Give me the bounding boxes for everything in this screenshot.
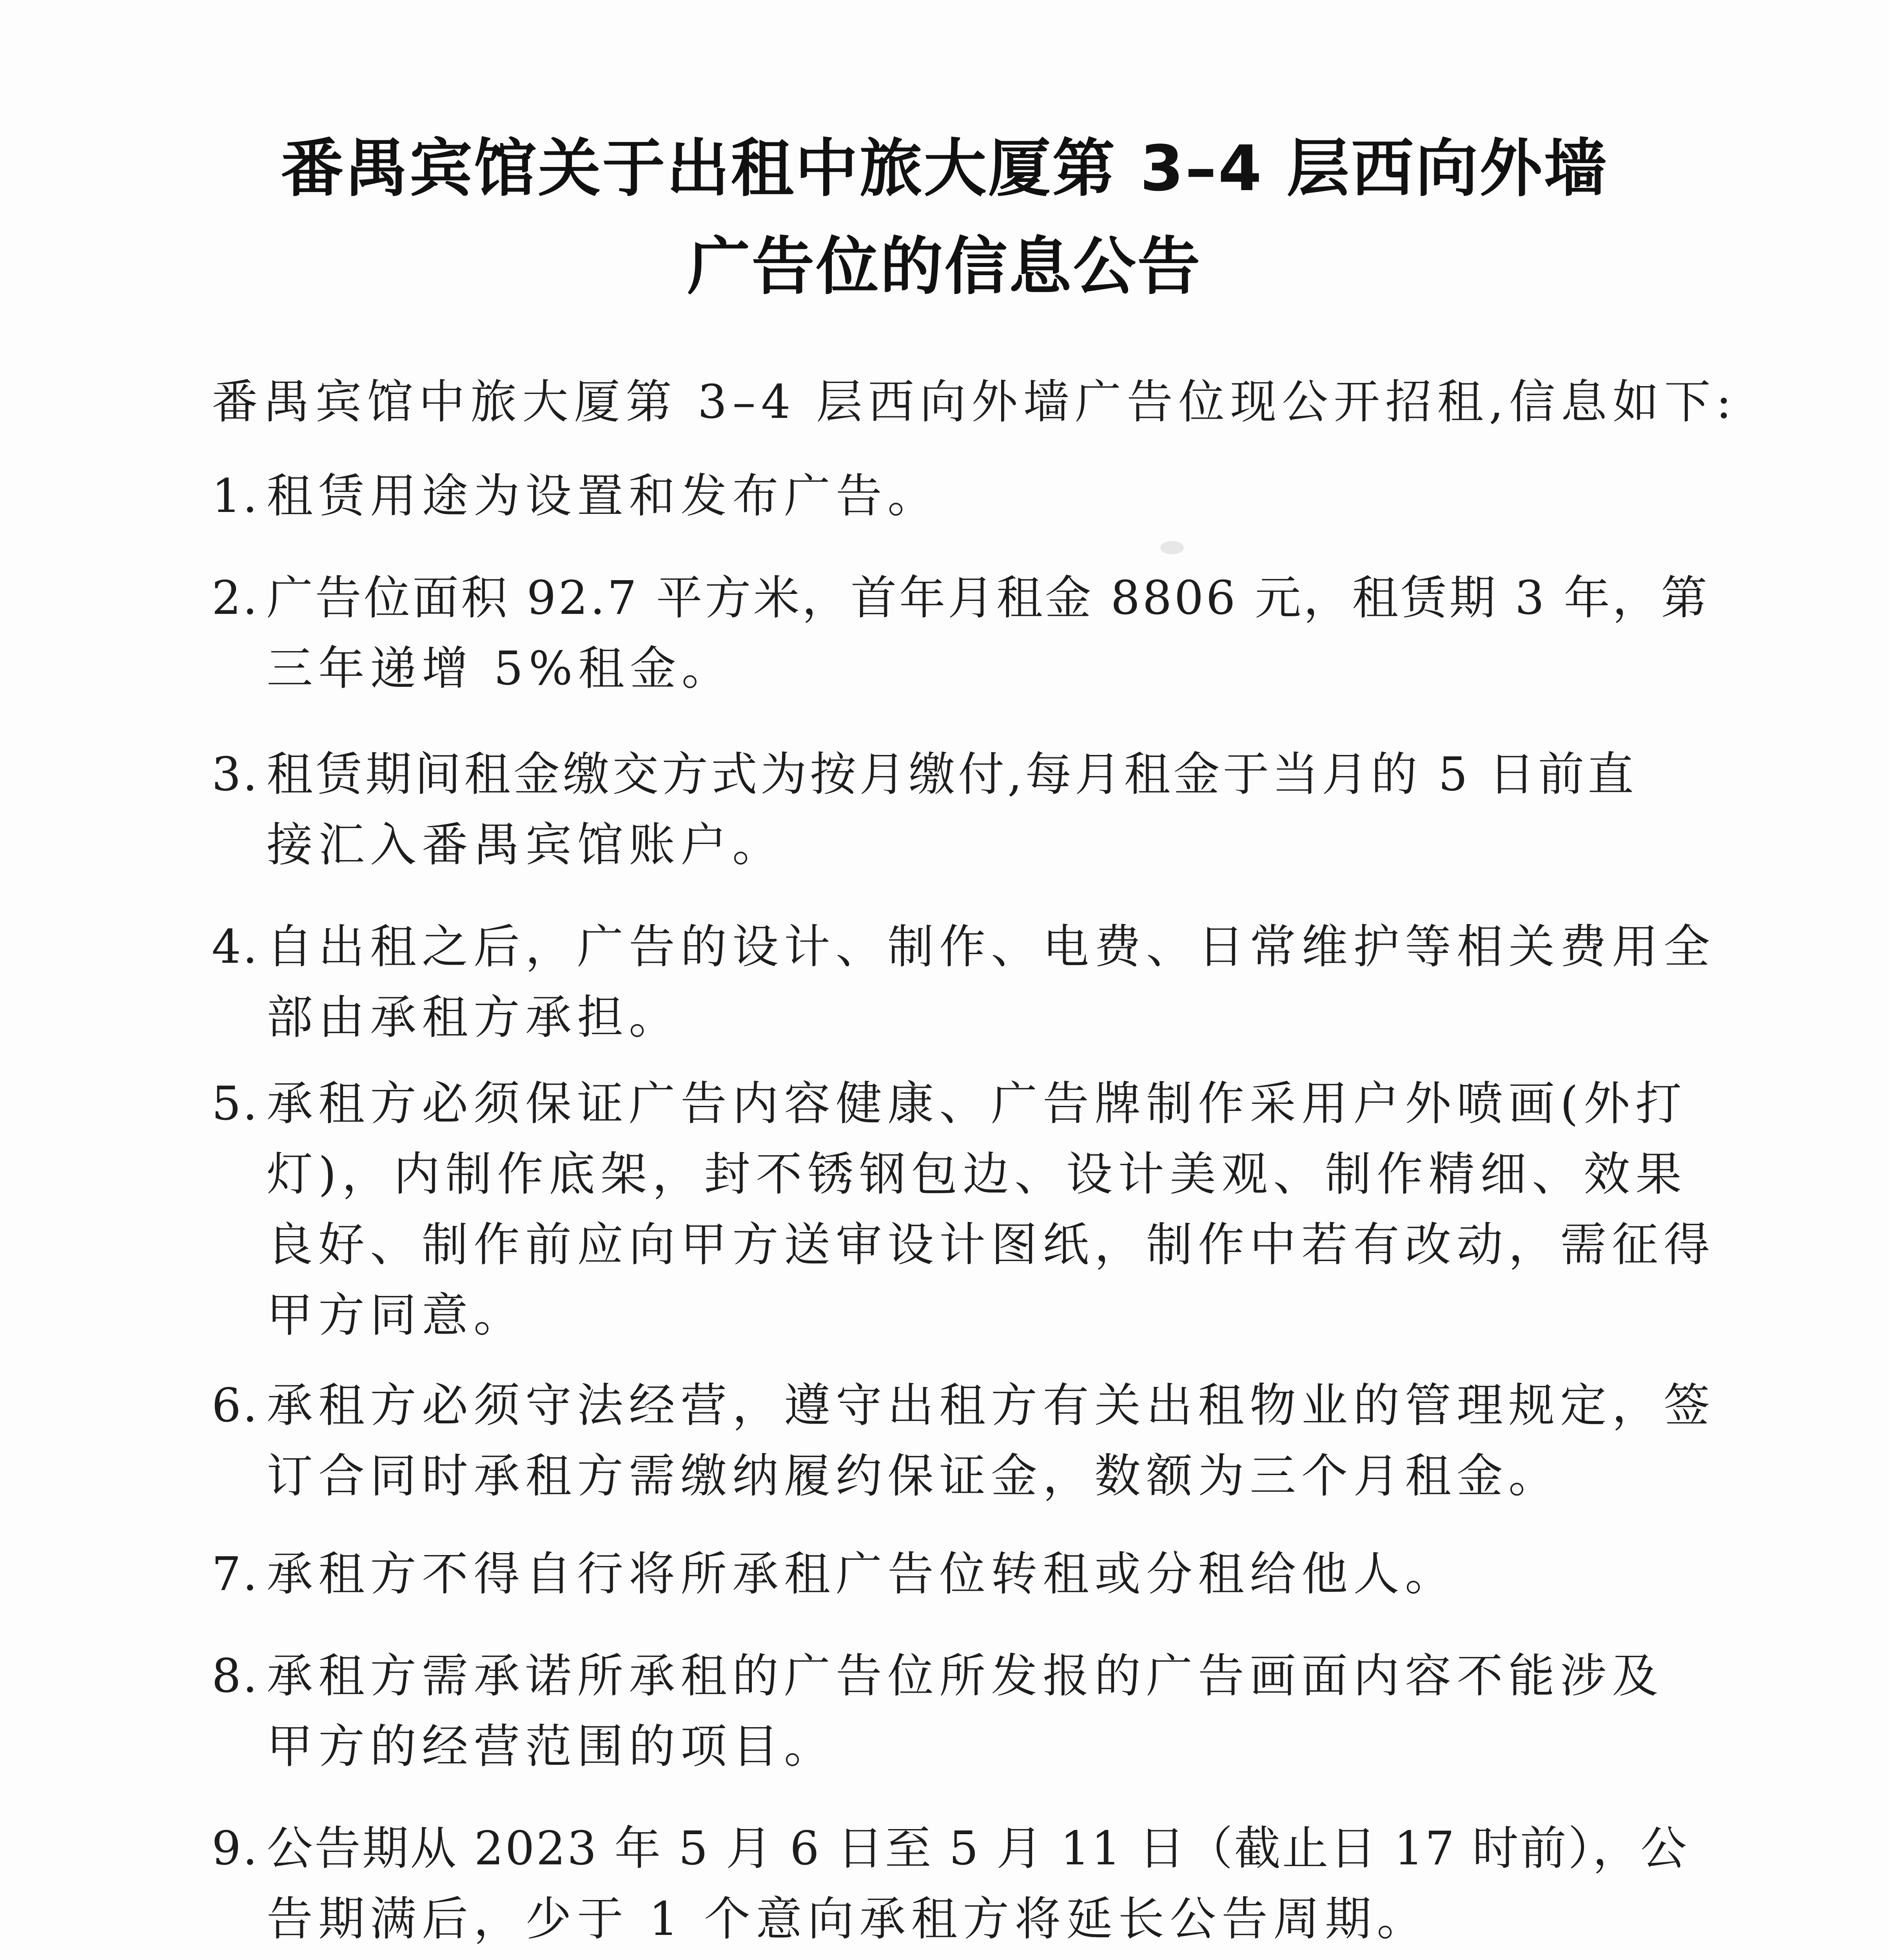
item-4-line-2: 部由承租方承担。 [267, 990, 681, 1044]
item-number-5: 5. [212, 1076, 259, 1131]
scan-speck [1160, 541, 1184, 554]
item-1-line-1: 租赁用途为设置和发布广告。 [267, 469, 940, 523]
item-5-line-2: 灯)，内制作底架，封不锈钢包边、设计美观、制作精细、效果 [267, 1147, 1688, 1201]
item-number-2: 2. [212, 571, 259, 625]
item-number-1: 1. [212, 469, 259, 523]
item-5-line-4: 甲方同意。 [267, 1288, 526, 1342]
item-2-line-1: 广告位面积 92.7 平方米，首年月租金 8806 元，租赁期 3 年，第 [267, 571, 1710, 625]
item-3-line-2: 接汇入番禺宾馆账户。 [267, 818, 784, 872]
item-8-line-2: 甲方的经营范围的项目。 [267, 1719, 836, 1773]
item-number-3: 3. [212, 747, 259, 801]
item-number-9: 9. [212, 1821, 259, 1875]
item-9-line-2: 告期满后，少于 1 个意向承租方将延长公告周期。 [267, 1892, 1429, 1946]
item-number-7: 7. [212, 1547, 259, 1601]
item-number-4: 4. [212, 920, 259, 974]
item-7-line-1: 承租方不得自行将所承租广告位转租或分租给他人。 [267, 1547, 1457, 1601]
item-number-8: 8. [212, 1649, 259, 1703]
item-6-line-1: 承租方必须守法经营，遵守出租方有关出租物业的管理规定，签 [267, 1378, 1716, 1432]
item-8-line-1: 承租方需承诺所承租的广告位所发报的广告画面内容不能涉及 [267, 1649, 1664, 1703]
title-line-1: 番禺宾馆关于出租中旅大厦第 3–4 层西向外墙 [281, 132, 1608, 205]
item-4-line-1: 自出租之后，广告的设计、制作、电费、日常维护等相关费用全 [267, 920, 1716, 974]
intro-paragraph: 番禺宾馆中旅大厦第 3–4 层西向外墙广告位现公开招租,信息如下: [212, 375, 1737, 429]
item-9-line-1: 公告期从 2023 年 5 月 6 日至 5 月 11 日（截止日 17 时前），公 [267, 1821, 1688, 1875]
item-2-line-2: 三年递增 5%租金。 [267, 641, 733, 695]
item-5-line-3: 良好、制作前应向甲方送审设计图纸，制作中若有改动，需征得 [267, 1218, 1716, 1272]
item-number-6: 6. [212, 1378, 259, 1432]
item-5-line-1: 承租方必须保证广告内容健康、广告牌制作采用户外喷画(外打 [267, 1076, 1688, 1131]
item-3-line-1: 租赁期间租金缴交方式为按月缴付,每月租金于当月的 5 日前直 [267, 747, 1637, 801]
item-6-line-2: 订合同时承租方需缴纳履约保证金，数额为三个月租金。 [267, 1449, 1561, 1503]
title-line-2: 广告位的信息公告 [687, 230, 1202, 303]
